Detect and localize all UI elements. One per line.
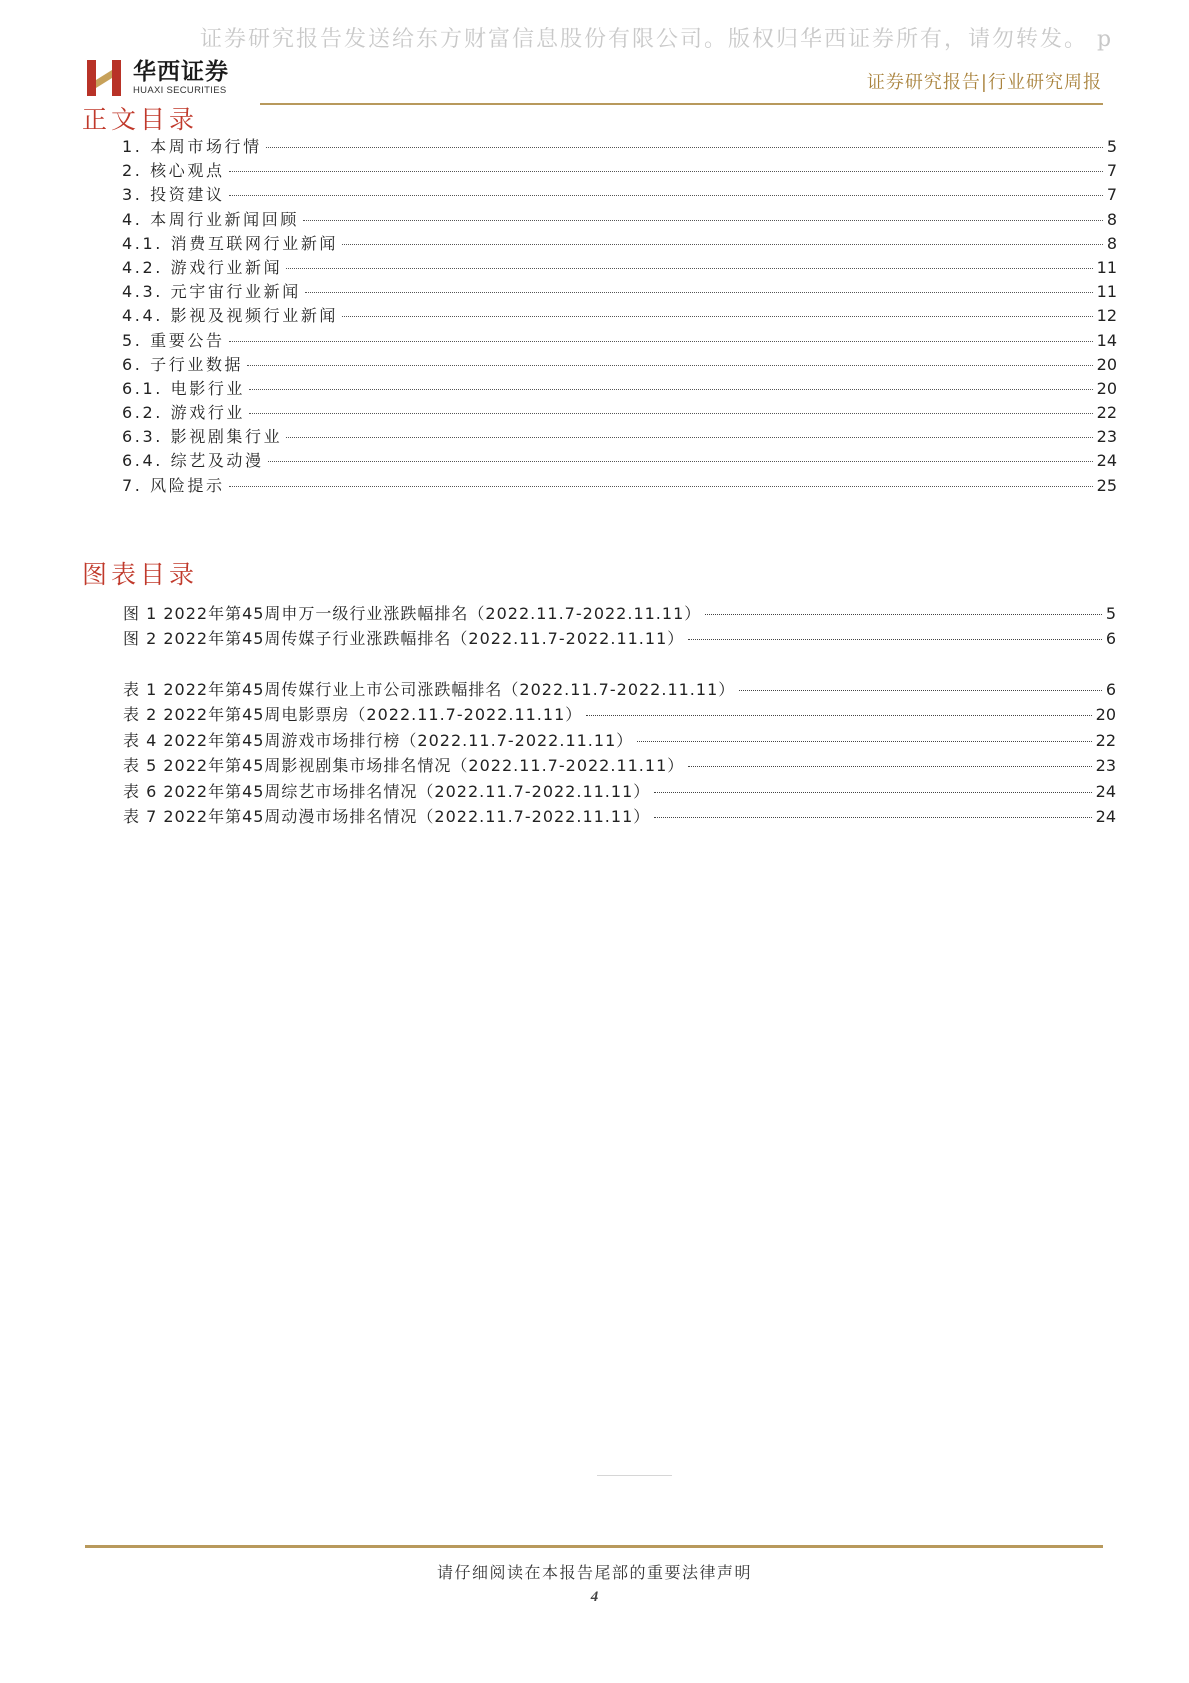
figure-list-title: 图表目录 [82, 560, 199, 589]
toc-entry[interactable] [122, 279, 1117, 303]
toc-entry-page: 20 [1096, 354, 1117, 374]
toc-entry-label: 6. 子行业数据 [122, 354, 244, 374]
dot-leader [586, 715, 1091, 716]
toc-entry-page: 12 [1096, 306, 1117, 326]
table-entry[interactable] [123, 702, 1116, 727]
dot-leader [739, 690, 1102, 691]
toc-entry[interactable] [122, 255, 1117, 279]
logo-english-name: HUAXI SECURITIES [133, 85, 227, 96]
toc-entry-label: 4.4. 影视及视频行业新闻 [122, 306, 339, 326]
toc-entry-label: 6.3. 影视剧集行业 [122, 427, 283, 447]
table-entry-label: 表 4 2022年第45周游戏市场排行榜（2022.11.7-2022.11.11） [123, 730, 634, 750]
dot-leader [303, 220, 1103, 221]
dot-leader [342, 316, 1093, 317]
dot-leader [229, 486, 1093, 487]
toc-entry-page: 8 [1106, 233, 1117, 253]
dot-leader [229, 195, 1103, 196]
legal-disclaimer-note: 请仔细阅读在本报告尾部的重要法律声明 [436, 1563, 752, 1582]
table-entry-label: 表 7 2022年第45周动漫市场排名情况（2022.11.7-2022.11.11） [123, 806, 651, 826]
toc-title: 正文目录 [82, 105, 199, 134]
toc-entry[interactable] [122, 400, 1117, 424]
table-entry-label: 表 2 2022年第45周电影票房（2022.11.7-2022.11.11） [123, 705, 583, 725]
dot-leader [286, 437, 1092, 438]
toc-entry-label: 4. 本周行业新闻回顾 [122, 209, 299, 229]
chart-entry[interactable] [123, 626, 1116, 651]
toc-entry-page: 24 [1096, 451, 1117, 471]
toc-entry[interactable] [122, 158, 1117, 182]
table-entry[interactable] [123, 753, 1116, 778]
toc-entry[interactable] [122, 207, 1117, 231]
footer-divider [85, 1545, 1103, 1548]
dot-leader [654, 792, 1091, 793]
huaxi-logo-icon [85, 56, 125, 100]
dot-leader [654, 817, 1091, 818]
dot-leader [249, 389, 1093, 390]
toc-entry-page: 20 [1096, 378, 1117, 398]
toc-entry-page: 11 [1096, 282, 1117, 302]
table-entry-label: 表 5 2022年第45周影视剧集市场排名情况（2022.11.7-2022.11.11） [123, 756, 685, 776]
toc-entry-page: 22 [1096, 403, 1117, 423]
toc-entry-page: 7 [1106, 185, 1117, 205]
chart-entry-label: 图 2 2022年第45周传媒子行业涨跌幅排名（2022.11.7-2022.11.11） [123, 629, 685, 648]
table-entry-page: 24 [1095, 806, 1116, 826]
chart-entry-page: 6 [1105, 629, 1116, 648]
table-entry-page: 6 [1105, 680, 1116, 699]
dot-leader [229, 341, 1093, 342]
dot-leader [688, 639, 1102, 640]
toc-entry-label: 6.2. 游戏行业 [122, 403, 246, 423]
dot-leader [342, 244, 1103, 245]
table-entry-label: 表 1 2022年第45周传媒行业上市公司涨跌幅排名（2022.11.7-2022.11.11） [123, 680, 736, 699]
toc-entry[interactable] [122, 182, 1117, 206]
toc-entry[interactable] [122, 473, 1117, 497]
dot-leader [266, 147, 1103, 148]
dot-leader [637, 741, 1091, 742]
dot-leader [305, 292, 1093, 293]
toc-entry-label: 4.1. 消费互联网行业新闻 [122, 233, 339, 253]
header-divider [260, 103, 1103, 105]
dot-leader [229, 171, 1103, 172]
dot-leader [688, 766, 1091, 767]
dot-leader [268, 461, 1093, 462]
toc-entry-label: 6.1. 电影行业 [122, 378, 246, 398]
chart-entry-page: 5 [1105, 604, 1116, 623]
toc-entry-page: 7 [1106, 161, 1117, 181]
table-entry[interactable] [123, 677, 1116, 702]
toc-entry-page: 23 [1096, 427, 1117, 447]
toc-entry-page: 8 [1106, 209, 1117, 229]
toc-entry[interactable] [122, 424, 1117, 448]
toc-entry-label: 4.2. 游戏行业新闻 [122, 257, 283, 277]
toc-entry[interactable] [122, 303, 1117, 327]
toc-entry[interactable] [122, 328, 1117, 352]
table-entry[interactable] [123, 804, 1116, 829]
chart-entry[interactable] [123, 601, 1116, 626]
toc-entry[interactable] [122, 134, 1117, 158]
faint-divider [597, 1475, 672, 1476]
dot-leader [705, 614, 1102, 615]
dot-leader [249, 413, 1093, 414]
table-entry-label: 表 6 2022年第45周综艺市场排名情况（2022.11.7-2022.11.11） [123, 781, 651, 801]
toc-entry-label: 6.4. 综艺及动漫 [122, 451, 264, 471]
chart-entry-label: 图 1 2022年第45周申万一级行业涨跌幅排名（2022.11.7-2022.11.11） [123, 604, 702, 623]
table-entry-page: 23 [1095, 756, 1116, 776]
toc-entry[interactable] [122, 448, 1117, 472]
toc-entry-page: 25 [1096, 475, 1117, 495]
table-list [123, 677, 1116, 829]
toc-entry-page: 5 [1106, 137, 1117, 156]
toc-entry-page: 11 [1096, 257, 1117, 277]
toc-entry[interactable] [122, 376, 1117, 400]
table-entry-page: 22 [1095, 730, 1116, 750]
chart-list [123, 601, 1116, 651]
company-logo [85, 56, 229, 100]
toc-entry[interactable] [122, 231, 1117, 255]
toc-entry-label: 7. 风险提示 [122, 475, 225, 495]
toc-entry-label: 2. 核心观点 [122, 161, 225, 181]
document-type-label: 证券研究报告|行业研究周报 [866, 72, 1102, 93]
dot-leader [286, 268, 1092, 269]
watermark-text: 证券研究报告发送给东方财富信息股份有限公司。版权归华西证券所有，请勿转发。 p [200, 27, 1114, 52]
toc-entry-label: 5. 重要公告 [122, 330, 225, 350]
table-entry-page: 20 [1095, 705, 1116, 725]
table-entry-page: 24 [1095, 781, 1116, 801]
dot-leader [247, 365, 1092, 366]
table-entry[interactable] [123, 779, 1116, 804]
logo-chinese-name: 华西证券 [133, 58, 229, 85]
toc-list [122, 134, 1117, 497]
toc-entry[interactable] [122, 352, 1117, 376]
toc-entry-label: 1. 本周市场行情 [122, 137, 262, 156]
toc-entry-page: 14 [1096, 330, 1117, 350]
toc-entry-label: 3. 投资建议 [122, 185, 225, 205]
page-number: 4 [590, 1589, 599, 1605]
table-entry[interactable] [123, 728, 1116, 753]
toc-entry-label: 4.3. 元宇宙行业新闻 [122, 282, 301, 302]
